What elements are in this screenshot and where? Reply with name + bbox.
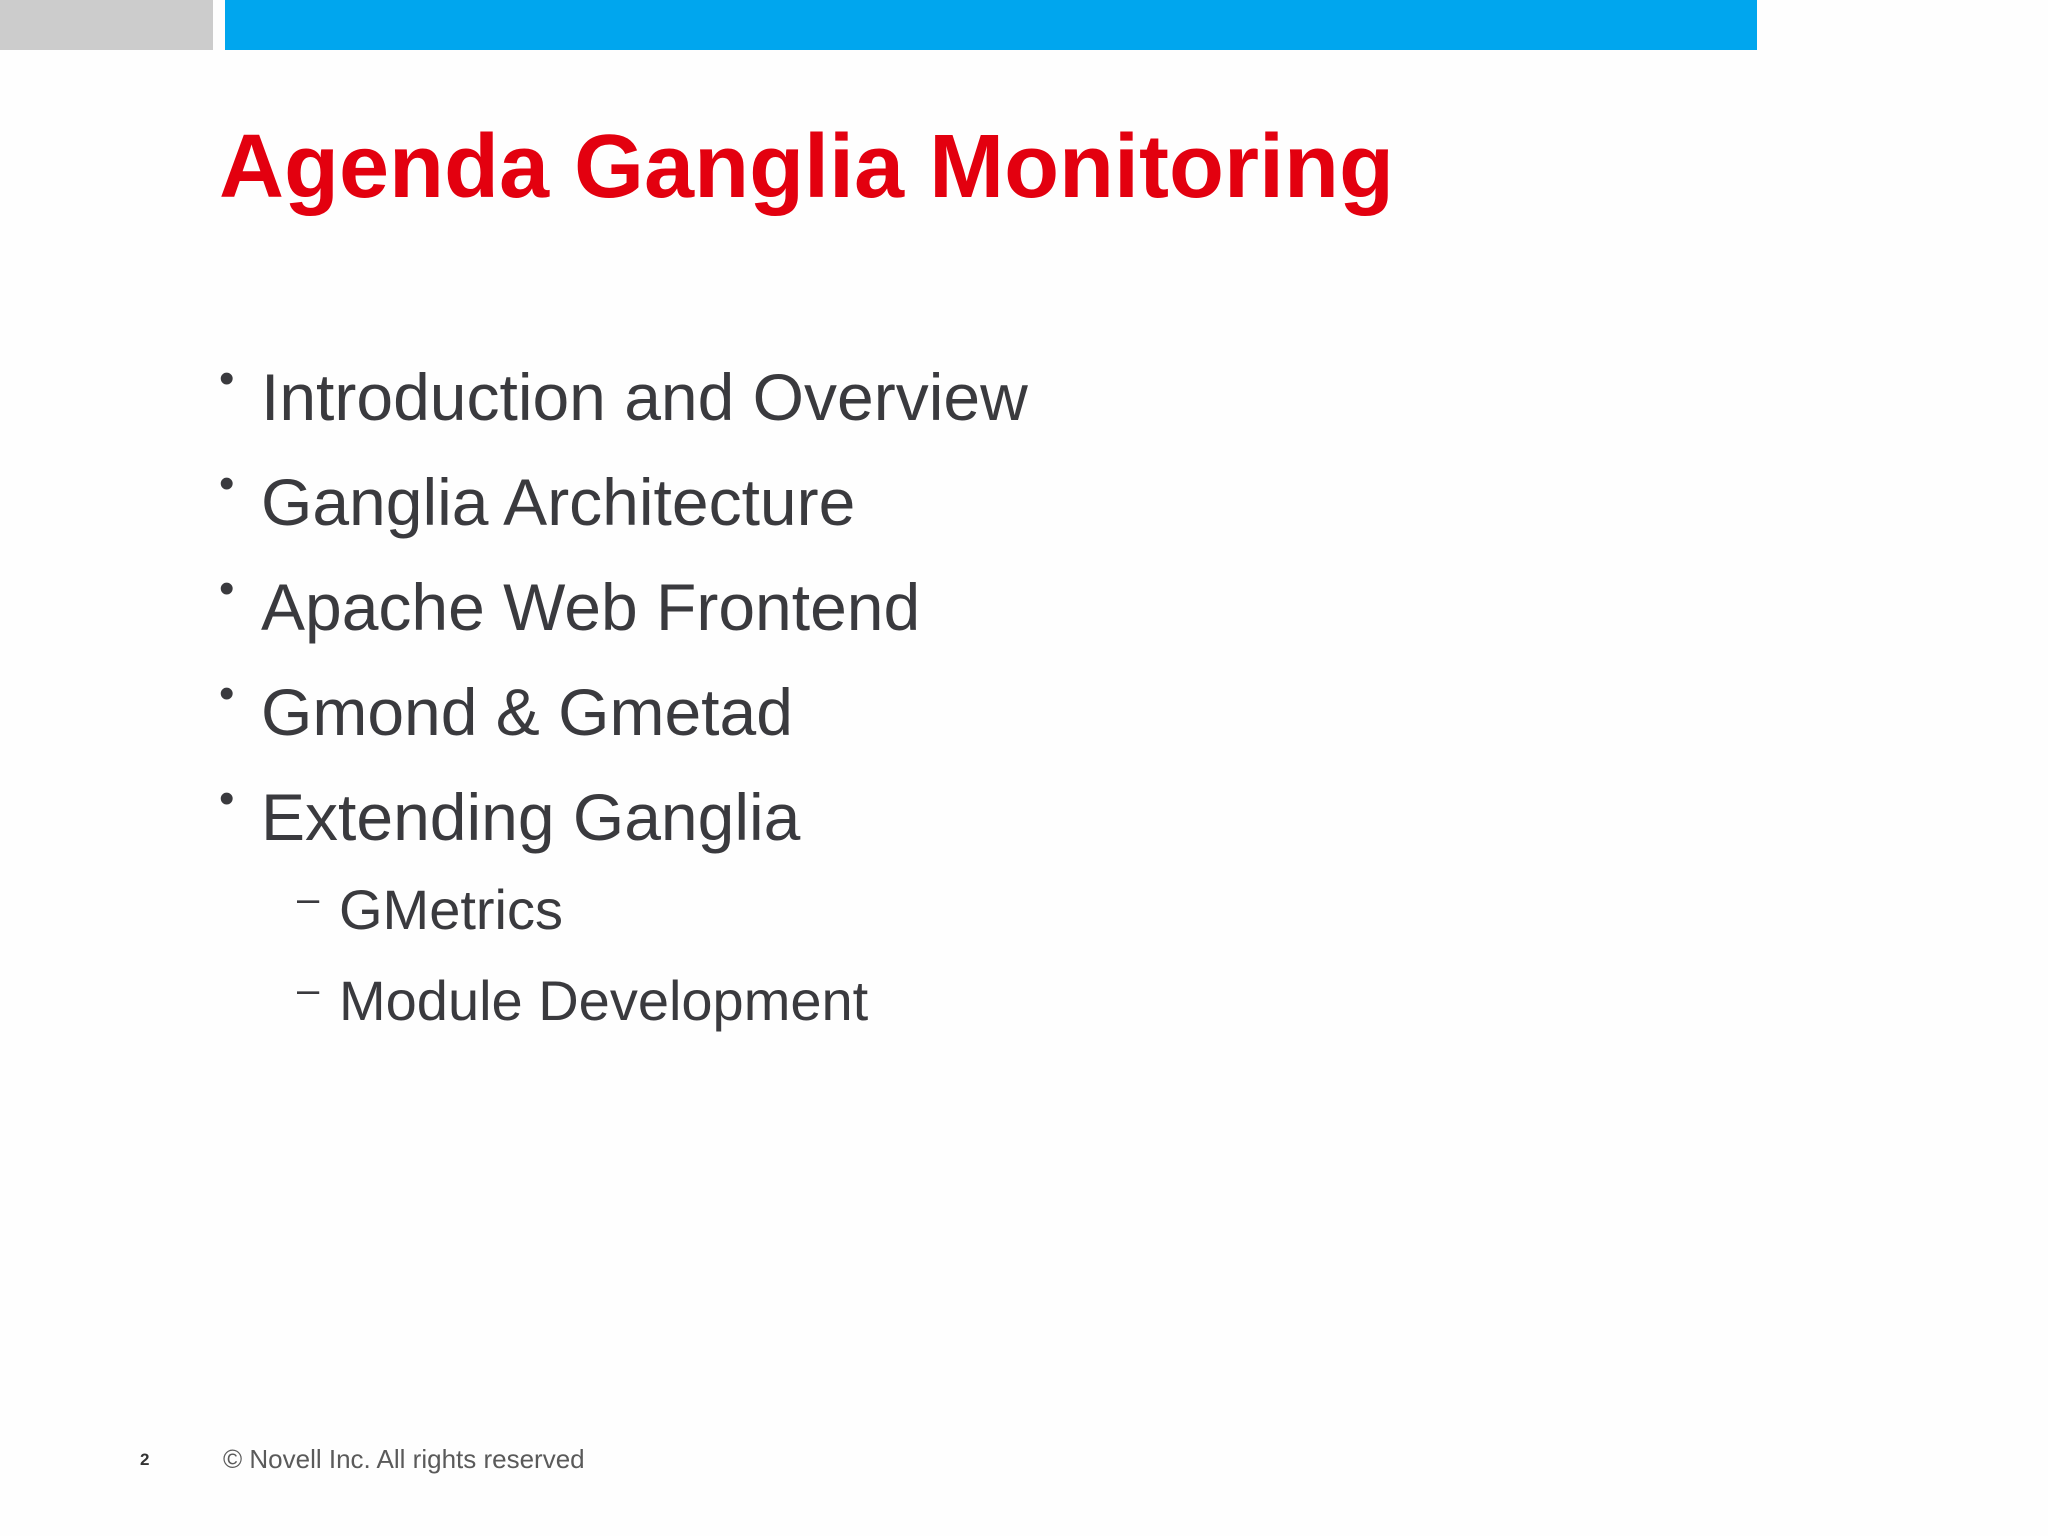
agenda-item-label: Gmond & Gmetad: [261, 675, 793, 749]
agenda-item-web-frontend: [219, 564, 921, 647]
agenda-item-extending: [219, 774, 801, 857]
agenda-subitem-label: GMetrics: [339, 878, 563, 941]
bullet-icon: •: [219, 669, 235, 718]
agenda-item-label: Extending Ganglia: [261, 780, 801, 854]
agenda-item-label: Apache Web Frontend: [261, 570, 921, 644]
header-bar-gray: [0, 0, 213, 50]
agenda-item-label: Introduction and Overview: [261, 360, 1028, 434]
bullet-icon: •: [219, 459, 235, 508]
dash-icon: –: [297, 877, 320, 921]
bullet-icon: •: [219, 354, 235, 403]
agenda-item-label: Ganglia Architecture: [261, 465, 856, 539]
dash-icon: –: [297, 968, 320, 1012]
copyright-notice: © Novell Inc. All rights reserved: [223, 1444, 585, 1474]
agenda-subitem-module-development: [297, 966, 868, 1036]
agenda-subitem-gmetrics: [297, 875, 563, 945]
agenda-item-architecture: [219, 459, 856, 542]
bullet-icon: •: [219, 564, 235, 613]
agenda-subitem-label: Module Development: [339, 969, 869, 1032]
bullet-icon: •: [219, 774, 235, 823]
agenda-item-gmond-gmetad: [219, 669, 793, 752]
page-number: 2: [140, 1450, 150, 1469]
slide-title: Agenda Ganglia Monitoring: [219, 117, 1394, 217]
agenda-list: [219, 0, 1619, 1100]
agenda-item-introduction: [219, 354, 1028, 437]
